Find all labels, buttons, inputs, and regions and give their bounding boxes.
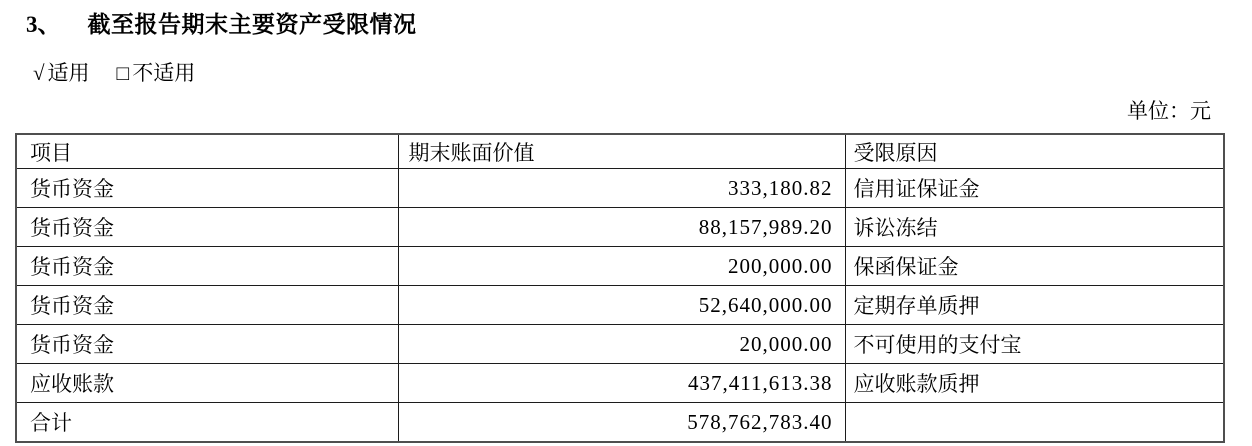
- table-row: [16, 364, 1224, 403]
- table-row: [16, 247, 1224, 286]
- section-heading: [26, 6, 417, 39]
- header-row: [16, 134, 1224, 169]
- restricted-assets-table: [15, 133, 1225, 443]
- applicable-option: [33, 57, 90, 87]
- cell-value: 437,411,613.38: [398, 364, 845, 403]
- cell-value: 52,640,000.00: [398, 286, 845, 325]
- cell-reason: [845, 403, 1224, 443]
- table-row: [16, 286, 1224, 325]
- cell-value: 20,000.00: [398, 325, 845, 364]
- not-applicable-label: 不适用: [132, 61, 196, 85]
- cell-item: 货币资金: [16, 247, 398, 286]
- cell-value: 578,762,783.40: [398, 403, 845, 443]
- cell-item: 合计: [16, 403, 398, 443]
- table-row: [16, 325, 1224, 364]
- cell-reason: 应收账款质押: [845, 364, 1224, 403]
- header-reason: 受限原因: [845, 134, 1224, 169]
- not-applicable-option: [117, 57, 196, 87]
- header-value: 期末账面价值: [398, 134, 845, 169]
- applicability-line: [33, 57, 195, 87]
- cell-reason: 诉讼冻结: [845, 208, 1224, 247]
- table-row: [16, 403, 1224, 443]
- table-body: [16, 169, 1224, 443]
- cell-reason: 定期存单质押: [845, 286, 1224, 325]
- checkmark-icon: √: [33, 61, 45, 85]
- cell-item: 货币资金: [16, 169, 398, 208]
- cell-item: 货币资金: [16, 325, 398, 364]
- cell-reason: 保函保证金: [845, 247, 1224, 286]
- table-row: [16, 208, 1224, 247]
- unit-note: 单位：元: [1127, 99, 1211, 123]
- cell-item: 应收账款: [16, 364, 398, 403]
- cell-item: 货币资金: [16, 286, 398, 325]
- cell-value: 88,157,989.20: [398, 208, 845, 247]
- table-header: [16, 134, 1224, 169]
- section-number: 3、: [26, 12, 61, 37]
- checkbox-unchecked-icon: □: [116, 61, 130, 85]
- table-row: [16, 169, 1224, 208]
- cell-reason: 信用证保证金: [845, 169, 1224, 208]
- cell-item: 货币资金: [16, 208, 398, 247]
- cell-value: 333,180.82: [398, 169, 845, 208]
- header-item: 项目: [16, 134, 398, 169]
- cell-reason: 不可使用的支付宝: [845, 325, 1224, 364]
- section-title: 截至报告期末主要资产受限情况: [87, 12, 417, 37]
- applicable-label: 适用: [47, 61, 90, 85]
- cell-value: 200,000.00: [398, 247, 845, 286]
